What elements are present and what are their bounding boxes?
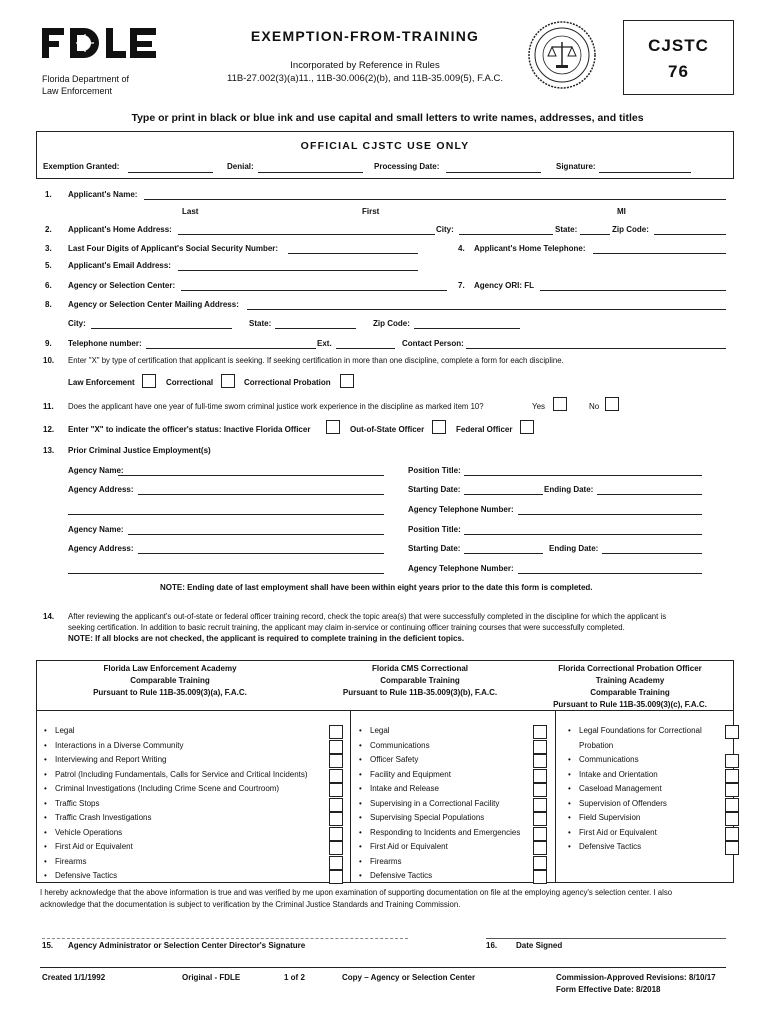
question-14-note: NOTE: If all blocks are not checked, the applicant is required to complete training in the deficient topics. xyxy=(68,634,465,643)
topic-checkbox[interactable] xyxy=(725,841,739,855)
topic-item xyxy=(357,840,520,855)
law-enforcement-checkbox[interactable] xyxy=(142,374,156,388)
topic-item xyxy=(357,797,520,812)
mailing-address-field[interactable] xyxy=(247,309,726,310)
law-enforcement-topics xyxy=(42,724,308,884)
topic-label: Criminal Investigations (Including Crime Scene and Courtroom) xyxy=(55,784,280,793)
topic-label: Facility and Equipment xyxy=(370,769,451,779)
correctional-label: Correctional xyxy=(166,378,214,387)
ending-date-field-1[interactable] xyxy=(597,494,702,495)
topic-checkbox[interactable] xyxy=(725,812,739,826)
item-number: 8. xyxy=(45,300,52,309)
topic-checkbox[interactable] xyxy=(533,870,547,884)
date-signed-label: Date Signed xyxy=(516,941,563,950)
academy-prob-line2: Training Academy xyxy=(595,676,665,685)
agency-telephone-label: Agency Telephone Number: xyxy=(408,564,514,573)
mailing-address-label: Agency or Selection Center Mailing Address: xyxy=(68,300,239,309)
item-number: 3. xyxy=(45,244,52,253)
starting-date-field-1[interactable] xyxy=(464,494,543,495)
item-number: 13. xyxy=(43,446,55,455)
topic-item xyxy=(42,724,308,739)
form-code-box xyxy=(623,20,734,95)
topic-label: Officer Safety xyxy=(370,755,419,764)
ssn-field[interactable] xyxy=(288,253,418,254)
acknowledge-line-1: I hereby acknowledge that the above information is true and was verified by me upon examination of supporting documentation on file at the employing agency's selection center. I also xyxy=(40,888,673,897)
rules-line-2: 11B-27.002(3)(a)11., 11B-30.006(2)(b), and 11B-35.009(5), F.A.C. xyxy=(226,73,503,84)
agency-address-field-1[interactable] xyxy=(138,494,384,495)
correctional-probation-label: Correctional Probation xyxy=(244,378,331,387)
state-label: State: xyxy=(555,225,578,234)
topic-label: Patrol (Including Fundamentals, Calls for Service and Critical Incidents) xyxy=(55,769,308,779)
topic-label: Legal xyxy=(55,726,75,735)
state-2-field[interactable] xyxy=(275,328,356,329)
topic-checkbox[interactable] xyxy=(329,725,343,739)
topic-item xyxy=(566,753,702,768)
home-telephone-label: Applicant's Home Telephone: xyxy=(474,244,586,253)
topic-item xyxy=(357,739,520,754)
starting-date-field-2[interactable] xyxy=(464,553,543,554)
item-number: 7. xyxy=(458,281,465,290)
zip-field[interactable] xyxy=(654,234,726,235)
topic-label: Legal xyxy=(370,726,390,735)
topic-label: Responding to Incidents and Emergencies xyxy=(370,827,521,837)
topic-checkbox[interactable] xyxy=(725,725,739,739)
yes-label: Yes xyxy=(532,402,546,411)
note-13: NOTE: Ending date of last employment shall have been within eight years prior to the date this form is completed. xyxy=(160,583,593,592)
fdle-logo xyxy=(40,24,162,64)
topic-label: Intake and Orientation xyxy=(579,769,658,779)
item-number: 5. xyxy=(45,261,52,270)
federal-officer-checkbox[interactable] xyxy=(520,420,534,434)
first-label: First xyxy=(362,207,380,216)
position-title-label: Position Title: xyxy=(408,525,461,534)
agency-name-label: Agency Name: xyxy=(68,466,124,475)
topic-checkbox[interactable] xyxy=(725,798,739,812)
topic-label: Traffic Crash Investigations xyxy=(55,813,152,822)
topic-item xyxy=(42,855,308,870)
topic-checkbox[interactable] xyxy=(725,769,739,783)
topic-checkbox[interactable] xyxy=(329,856,343,870)
topic-label: Firearms xyxy=(370,856,402,866)
academy-prob-line4: Pursuant to Rule 11B-35.009(3)(c), F.A.C. xyxy=(553,700,707,709)
ending-date-label: Ending Date: xyxy=(544,485,594,494)
ext-label: Ext. xyxy=(317,339,332,348)
city-label: City: xyxy=(436,225,454,234)
starting-date-label: Starting Date: xyxy=(408,544,461,553)
starting-date-label: Starting Date: xyxy=(408,485,461,494)
exemption-granted-field[interactable] xyxy=(128,172,213,173)
question-12: Enter "X" to indicate the officer's status: Inactive Florida Officer xyxy=(68,425,311,434)
topic-label: Supervising in a Correctional Facility xyxy=(370,798,500,808)
footer-created: Created 1/1/1992 xyxy=(42,973,106,982)
home-address-label: Applicant's Home Address: xyxy=(68,225,172,234)
topic-label: Interviewing and Report Writing xyxy=(55,755,167,764)
correctional-topics xyxy=(357,724,520,884)
topic-item xyxy=(357,811,520,826)
probation-topics xyxy=(566,724,702,855)
footer-rule xyxy=(40,967,726,968)
academy-le-line1: Florida Law Enforcement Academy xyxy=(103,664,237,673)
table-column-divider xyxy=(555,710,556,883)
topic-item xyxy=(357,869,520,884)
academy-le-line3: Pursuant to Rule 11B-35.009(3)(a), F.A.C. xyxy=(93,688,247,697)
out-of-state-label: Out-of-State Officer xyxy=(350,425,425,434)
academy-prob-line1: Florida Correctional Probation Officer xyxy=(558,664,702,673)
item-number: 12. xyxy=(43,425,55,434)
item-number: 4. xyxy=(458,244,465,253)
position-title-label: Position Title: xyxy=(408,466,461,475)
director-signature-label: Agency Administrator or Selection Center Director's Signature xyxy=(68,941,306,950)
telephone-label: Telephone number: xyxy=(68,339,142,348)
rules-line-1: Incorporated by Reference in Rules xyxy=(290,60,440,71)
topic-label: Supervision of Offenders xyxy=(579,798,667,808)
city-2-field[interactable] xyxy=(91,328,232,329)
topic-item xyxy=(42,811,308,826)
form-code: CJSTC xyxy=(648,36,709,55)
topic-checkbox[interactable] xyxy=(329,870,343,884)
federal-officer-label: Federal Officer xyxy=(456,425,513,434)
topic-item xyxy=(357,782,520,797)
mi-label: MI xyxy=(617,207,626,216)
date-signed-field[interactable] xyxy=(486,938,726,939)
question-14-line-1: After reviewing the applicant's out-of-state or federal officer training record, check the topic area(s) that were successfully completed in the discipline for which the applicant is xyxy=(68,612,667,621)
form-number: 76 xyxy=(668,62,689,81)
footer-copy: Copy – Agency or Selection Center xyxy=(342,973,476,982)
acknowledge-line-2: acknowledge that the documentation is subject to verification by the Criminal Justice Standards and Training Commission. xyxy=(40,900,461,909)
agency-name xyxy=(42,73,129,97)
topic-checkbox[interactable] xyxy=(533,769,547,783)
email-label: Applicant's Email Address: xyxy=(68,261,171,270)
ssn-label: Last Four Digits of Applicant's Social Security Number: xyxy=(68,244,279,253)
city-2-label: City: xyxy=(68,319,86,328)
topic-item xyxy=(357,768,520,783)
topic-checkbox[interactable] xyxy=(329,812,343,826)
topic-checkbox[interactable] xyxy=(329,798,343,812)
item-number: 2. xyxy=(45,225,52,234)
agency-telephone-label: Agency Telephone Number: xyxy=(408,505,514,514)
agency-address-field-2[interactable] xyxy=(138,553,384,554)
agency-address-field-2b[interactable] xyxy=(68,573,384,574)
director-signature-field[interactable] xyxy=(42,938,408,939)
topic-item xyxy=(357,826,520,841)
topic-label: Communications xyxy=(579,755,639,764)
signature-official-field[interactable] xyxy=(599,172,691,173)
topic-label: Supervising Special Populations xyxy=(370,813,485,822)
academy-probation-header xyxy=(530,663,730,711)
topic-item xyxy=(566,840,702,855)
agency-address-label: Agency Address: xyxy=(68,544,134,553)
item-number: 6. xyxy=(45,281,52,290)
topic-checkbox[interactable] xyxy=(533,740,547,754)
topic-item xyxy=(566,797,702,812)
topic-label: First Aid or Equivalent xyxy=(55,842,133,851)
seal-icon xyxy=(527,20,597,90)
topic-checkbox[interactable] xyxy=(725,827,739,841)
home-address-field[interactable] xyxy=(178,234,435,235)
topic-checkbox[interactable] xyxy=(329,827,343,841)
topic-checkbox[interactable] xyxy=(533,827,547,841)
topic-checkbox[interactable] xyxy=(329,740,343,754)
topic-label: Interactions in a Diverse Community xyxy=(55,740,184,750)
academy-prob-line3: Comparable Training xyxy=(590,688,670,697)
item-number: 14. xyxy=(43,612,55,621)
ext-field[interactable] xyxy=(336,348,395,349)
topic-checkbox[interactable] xyxy=(329,841,343,855)
topic-label: Firearms xyxy=(55,856,87,866)
yes-checkbox[interactable] xyxy=(553,397,567,411)
topic-item xyxy=(42,840,308,855)
agency-ori-field[interactable] xyxy=(540,290,726,291)
ending-date-label: Ending Date: xyxy=(549,544,599,553)
academy-cms-line3: Pursuant to Rule 11B-35.009(3)(b), F.A.C. xyxy=(342,688,498,697)
topic-label: Communications xyxy=(370,740,430,750)
topic-item xyxy=(566,811,702,826)
agency-label: Agency or Selection Center: xyxy=(68,281,176,290)
state-2-label: State: xyxy=(249,319,272,328)
item-number: 15. xyxy=(42,941,54,950)
contact-person-field[interactable] xyxy=(466,348,726,349)
inactive-florida-officer-checkbox[interactable] xyxy=(326,420,340,434)
processing-date-label: Processing Date: xyxy=(374,162,440,171)
topic-label: Defensive Tactics xyxy=(579,842,642,851)
item-number: 16. xyxy=(486,941,498,950)
zip-2-field[interactable] xyxy=(414,328,520,329)
city-field[interactable] xyxy=(459,234,553,235)
topic-label: Probation xyxy=(579,740,614,750)
last-label: Last xyxy=(182,207,199,216)
topic-item xyxy=(566,768,702,783)
correctional-probation-checkbox[interactable] xyxy=(340,374,354,388)
item-number: 10. xyxy=(43,356,55,365)
zip-label: Zip Code: xyxy=(612,225,649,234)
topic-label: Defensive Tactics xyxy=(370,871,433,880)
denial-field[interactable] xyxy=(258,172,363,173)
topic-checkbox[interactable] xyxy=(533,754,547,768)
topic-checkbox[interactable] xyxy=(533,841,547,855)
footer-original: Original - FDLE xyxy=(182,973,241,982)
topic-checkbox[interactable] xyxy=(725,754,739,768)
topic-checkbox[interactable] xyxy=(533,725,547,739)
telephone-field[interactable] xyxy=(146,348,316,349)
topic-checkbox[interactable] xyxy=(329,754,343,768)
topic-checkbox[interactable] xyxy=(329,783,343,797)
law-enforcement-label: Law Enforcement xyxy=(68,378,135,387)
applicant-name-label: Applicant's Name: xyxy=(68,190,138,199)
topic-item xyxy=(566,826,702,841)
item-number: 9. xyxy=(45,339,52,348)
applicant-name-field[interactable] xyxy=(144,199,726,200)
topic-label: Traffic Stops xyxy=(55,798,100,808)
agency-field[interactable] xyxy=(181,290,447,291)
official-use-title: OFFICIAL CJSTC USE ONLY xyxy=(300,140,470,152)
topic-item xyxy=(42,782,308,797)
academy-cms-line1: Florida CMS Correctional xyxy=(371,664,468,673)
topic-label: Field Supervision xyxy=(579,813,641,822)
ink-instruction: Type or print in black or blue ink and use capital and small letters to write names, addresses, and titles xyxy=(131,112,644,124)
agency-ori-label: Agency ORI: FL xyxy=(474,281,535,290)
topic-item xyxy=(357,855,520,870)
topic-item xyxy=(42,753,308,768)
out-of-state-checkbox[interactable] xyxy=(432,420,446,434)
topic-item xyxy=(357,753,520,768)
correctional-checkbox[interactable] xyxy=(221,374,235,388)
agency-name-field-1[interactable] xyxy=(118,475,384,476)
agency-telephone-field-1[interactable] xyxy=(518,514,702,515)
agency-name-label: Agency Name: xyxy=(68,525,124,534)
topic-label: First Aid or Equivalent xyxy=(370,842,448,851)
ending-date-field-2[interactable] xyxy=(602,553,702,554)
topic-item xyxy=(42,797,308,812)
agency-telephone-field-2[interactable] xyxy=(518,573,702,574)
topic-label: Legal Foundations for Correctional xyxy=(579,726,702,735)
table-column-divider xyxy=(350,710,351,883)
footer-revisions: Commission-Approved Revisions: 8/10/17 xyxy=(556,973,716,982)
academy-le-line2: Comparable Training xyxy=(130,676,210,685)
agency-address-label: Agency Address: xyxy=(68,485,134,494)
topic-item xyxy=(42,768,308,783)
question-13: Prior Criminal Justice Employment(s) xyxy=(68,446,211,455)
contact-person-label: Contact Person: xyxy=(402,339,464,348)
zip-2-label: Zip Code: xyxy=(373,319,410,328)
topic-item xyxy=(566,724,702,739)
topic-label: Defensive Tactics xyxy=(55,871,118,880)
topic-item xyxy=(566,739,702,754)
topic-checkbox[interactable] xyxy=(533,798,547,812)
agency-address-field-1b[interactable] xyxy=(68,514,384,515)
agency-line-2: Law Enforcement xyxy=(42,86,113,96)
topic-checkbox[interactable] xyxy=(533,812,547,826)
topic-item xyxy=(357,724,520,739)
topic-checkbox[interactable] xyxy=(533,783,547,797)
home-telephone-field[interactable] xyxy=(593,253,726,254)
academy-cms-line2: Comparable Training xyxy=(380,676,460,685)
denial-label: Denial: xyxy=(227,162,254,171)
footer-page: 1 of 2 xyxy=(284,973,305,982)
footer-effective: Form Effective Date: 8/2018 xyxy=(556,985,661,994)
signature-official-label: Signature: xyxy=(556,162,596,171)
topic-label: Caseload Management xyxy=(579,784,662,793)
exemption-granted-label: Exemption Granted: xyxy=(43,162,120,171)
topic-label: Intake and Release xyxy=(370,784,439,793)
topic-item xyxy=(42,869,308,884)
position-title-field-2[interactable] xyxy=(464,534,702,535)
no-label: No xyxy=(589,402,600,411)
question-10: Enter "X" by type of certification that applicant is seeking. If seeking certification in more than one discipline, complete a form for each discipline. xyxy=(68,356,564,365)
form-title: EXEMPTION-FROM-TRAINING xyxy=(250,28,480,44)
topic-checkbox[interactable] xyxy=(329,769,343,783)
topic-item xyxy=(42,826,308,841)
topic-item xyxy=(566,782,702,797)
processing-date-field[interactable] xyxy=(446,172,541,173)
topic-label: First Aid or Equivalent xyxy=(579,827,657,837)
no-checkbox[interactable] xyxy=(605,397,619,411)
topic-checkbox[interactable] xyxy=(533,856,547,870)
question-11: Does the applicant have one year of full-time sworn criminal justice work experience in the discipline as marked item 10? xyxy=(68,402,484,411)
position-title-field-1[interactable] xyxy=(464,475,702,476)
academy-cms-header xyxy=(320,663,520,699)
email-field[interactable] xyxy=(178,270,418,271)
academy-le-header xyxy=(40,663,300,699)
question-14-line-2: seeking certification. In addition to basic recruit training, the applicant may claim in-service or continuing officer training courses that were successfully completed. xyxy=(68,623,625,632)
agency-name-field-2[interactable] xyxy=(128,534,384,535)
item-number: 11. xyxy=(43,402,54,411)
state-field[interactable] xyxy=(580,234,610,235)
topic-label: Vehicle Operations xyxy=(55,827,123,837)
agency-line-1: Florida Department of xyxy=(42,74,130,84)
topic-checkbox[interactable] xyxy=(725,783,739,797)
topic-item xyxy=(42,739,308,754)
item-number: 1. xyxy=(45,190,52,199)
